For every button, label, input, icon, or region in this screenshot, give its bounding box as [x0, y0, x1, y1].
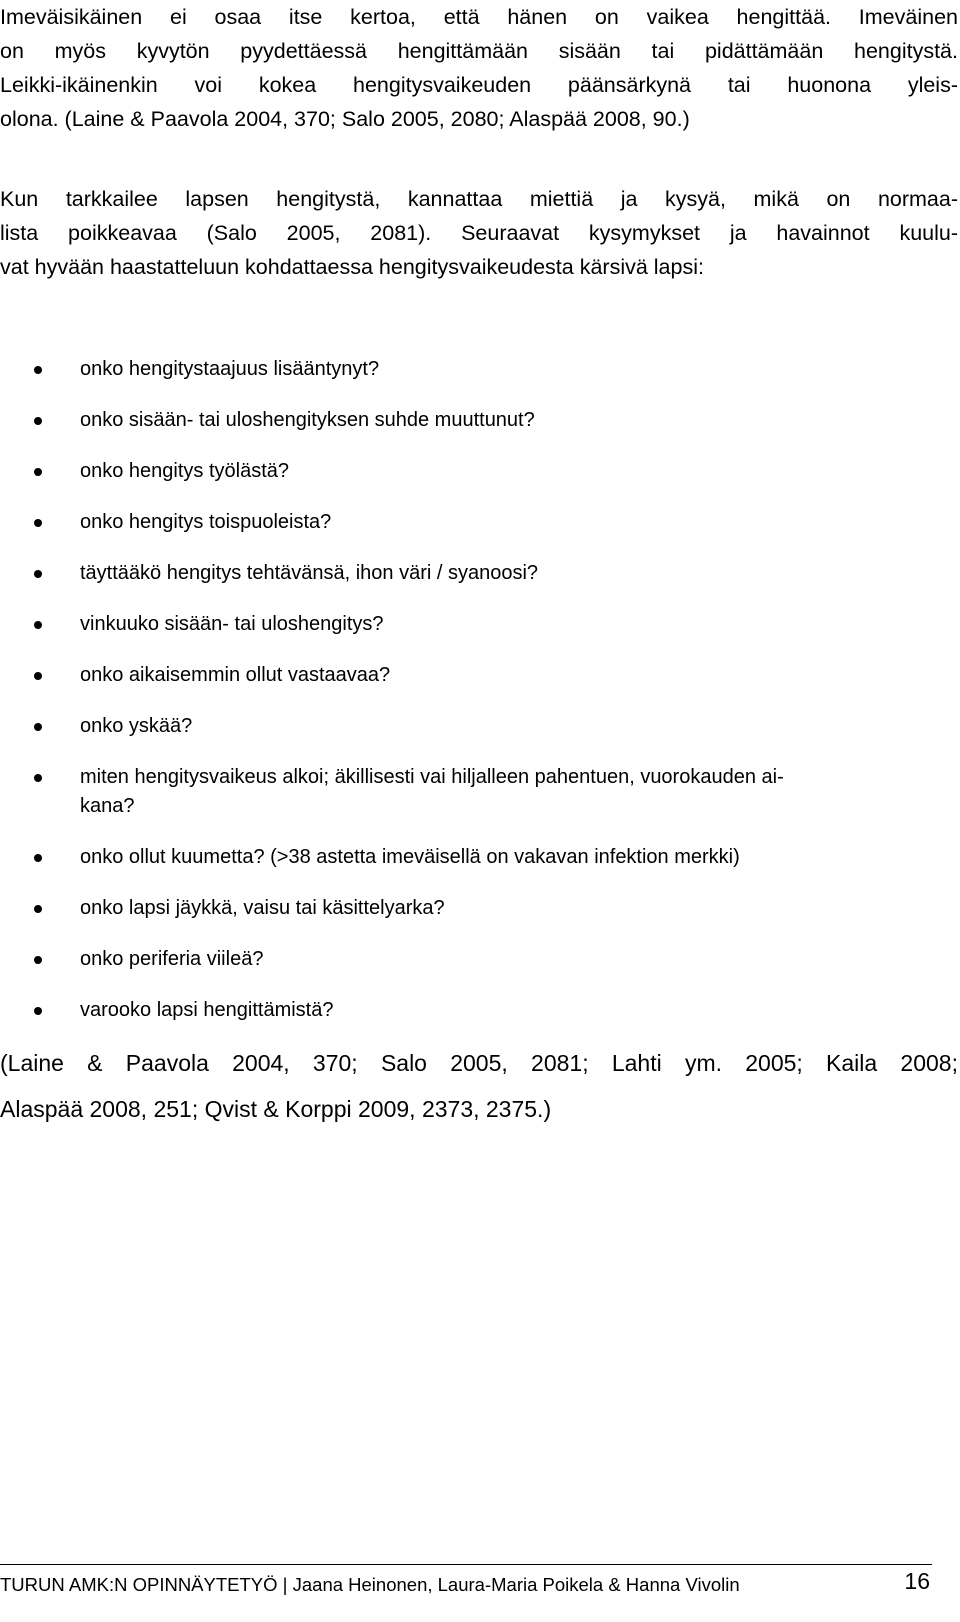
bullet-icon — [34, 417, 42, 425]
text-line: on myös kyvytön pyydettäessä hengittämään sisään tai pidättämään hengitystä. — [0, 39, 958, 63]
page-number: 16 — [904, 1568, 930, 1594]
citation-block — [0, 1040, 958, 1132]
list-item-text: onko periferia viileä? — [80, 948, 264, 970]
page-footer — [0, 1568, 932, 1602]
list-item-text: onko sisään- tai uloshengityksen suhde muuttunut? — [80, 409, 535, 431]
list-item — [0, 945, 958, 974]
bullet-icon — [34, 905, 42, 913]
footer-text: TURUN AMK:N OPINNÄYTETYÖ | Jaana Heinonen, Laura-Maria Poikela & Hanna Vivolin — [0, 1574, 740, 1595]
bullet-icon — [34, 774, 42, 782]
list-item — [0, 406, 958, 435]
footer-divider — [0, 1564, 932, 1565]
list-item-text: onko hengitys toispuoleista? — [80, 511, 332, 533]
bullet-icon — [34, 854, 42, 862]
text-line: (Laine & Paavola 2004, 370; Salo 2005, 2081; Lahti ym. 2005; Kaila 2008; — [0, 1050, 958, 1076]
paragraph-observation — [0, 182, 958, 284]
list-item — [0, 843, 958, 872]
bullet-icon — [34, 366, 42, 374]
list-item — [0, 996, 958, 1025]
list-item — [0, 610, 958, 639]
list-item — [0, 457, 958, 486]
bullet-icon — [34, 672, 42, 680]
bullet-icon — [34, 1007, 42, 1015]
list-item — [0, 508, 958, 537]
bullet-icon — [34, 723, 42, 731]
list-item-text: onko hengitystaajuus lisääntynyt? — [80, 358, 380, 380]
list-item-text: onko hengitys työlästä? — [80, 460, 290, 482]
list-item — [0, 763, 958, 821]
list-item — [0, 355, 958, 384]
list-item — [0, 559, 958, 588]
list-item-text: onko lapsi jäykkä, vaisu tai käsittelyarka? — [80, 897, 445, 919]
text-line: lista poikkeavaa (Salo 2005, 2081). Seuraavat kysymykset ja havainnot kuulu- — [0, 221, 958, 245]
list-item-text-continued: kana? — [80, 795, 135, 817]
paragraph-intro — [0, 0, 958, 136]
list-item-text: onko ollut kuumetta? (>38 astetta imeväisellä on vakavan infektion merkki) — [80, 846, 740, 868]
text-line: Alaspää 2008, 251; Qvist & Korppi 2009, 2373, 2375.) — [0, 1096, 552, 1122]
text-line: vat hyvään haastatteluun kohdattaessa hengitysvaikeudesta kärsivä lapsi: — [0, 255, 704, 279]
list-item-text: miten hengitysvaikeus alkoi; äkillisesti vai hiljalleen pahentuen, vuorokauden ai- — [80, 766, 784, 788]
list-item-text: täyttääkö hengitys tehtävänsä, ihon väri / syanoosi? — [80, 562, 539, 584]
bullet-icon — [34, 621, 42, 629]
list-item-text: onko aikaisemmin ollut vastaavaa? — [80, 664, 391, 686]
bullet-icon — [34, 468, 42, 476]
list-item-text: onko yskää? — [80, 715, 193, 737]
list-item — [0, 661, 958, 690]
bullet-icon — [34, 570, 42, 578]
text-line: olona. (Laine & Paavola 2004, 370; Salo 2005, 2080; Alaspää 2008, 90.) — [0, 107, 690, 131]
list-item — [0, 894, 958, 923]
text-line: Leikki-ikäinenkin voi kokea hengitysvaikeuden päänsärkynä tai huonona yleis- — [0, 73, 958, 97]
bullet-icon — [34, 956, 42, 964]
question-list — [0, 355, 958, 1025]
list-item — [0, 712, 958, 741]
text-line: Kun tarkkailee lapsen hengitystä, kannattaa miettiä ja kysyä, mikä on normaa- — [0, 187, 958, 211]
list-item-text: varooko lapsi hengittämistä? — [80, 999, 334, 1021]
text-line: Imeväisikäinen ei osaa itse kertoa, että hänen on vaikea hengittää. Imeväinen — [0, 5, 958, 29]
bullet-icon — [34, 519, 42, 527]
list-item-text: vinkuuko sisään- tai uloshengitys? — [80, 613, 384, 635]
